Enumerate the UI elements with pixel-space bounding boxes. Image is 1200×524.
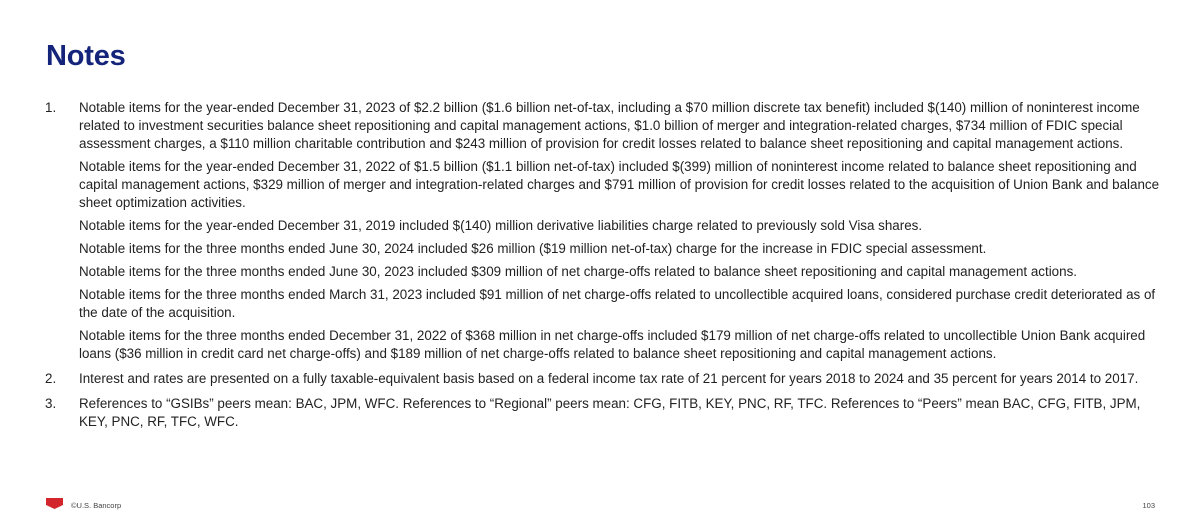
note-paragraph: Notable items for the year-ended December 31, 2023 of $2.2 billion ($1.6 billion net-of-tax, including a $70 million discrete tax benefit) included $(140) million of noninterest income related to investment securities balance sheet repositioning and capital management actions, $1.0 billion of merger and integration-related charges, $734 million of FDIC special assessment charges, a $110 million charitable contribution and $243 million of provision for credit losses related to balance sheet repositioning and capital management actions. (79, 100, 1140, 151)
note-body (79, 395, 1160, 431)
note-paragraph: References to “GSIBs” peers mean: BAC, JPM, WFC. References to “Regional” peers mean: CFG, FITB, KEY, PNC, RF, TFC. References to “Peers” mean BAC, CFG, FITB, JPM, KEY, PNC, RF, TFC, WFC. (79, 396, 1141, 429)
note-number: 2. (45, 371, 57, 386)
notes-list (45, 99, 1160, 431)
note-paragraph: Notable items for the three months ended March 31, 2023 included $91 million of net charge-offs related to uncollectible acquired loans, considered purchase credit deteriorated as of the date of the acquisition. (79, 287, 1156, 320)
note-paragraph: Notable items for the three months ended June 30, 2024 included $26 million ($19 million net-of-tax) charge for the increase in FDIC special assessment. (79, 241, 987, 256)
note-number: 3. (45, 396, 57, 411)
note-2 (45, 370, 1160, 388)
us-bancorp-shield-icon (46, 498, 63, 509)
note-1 (45, 99, 1160, 363)
note-body (79, 99, 1160, 363)
footer-copyright: ©U.S. Bancorp (71, 501, 122, 510)
note-3 (45, 395, 1160, 431)
note-paragraph: Notable items for the three months ended December 31, 2022 of $368 million in net charge-offs included $179 million of net charge-offs related to uncollectible Union Bank acquired loans ($36 million in credit card net charge-offs) and $189 million of net charge-offs related to balance sheet repositioning and capital management actions. (79, 328, 1146, 361)
note-paragraph: Notable items for the year-ended December 31, 2019 included $(140) million derivative liabilities charge related to previously sold Visa shares. (79, 218, 923, 233)
note-paragraph: Notable items for the three months ended June 30, 2023 included $309 million of net charge-offs related to balance sheet repositioning and capital management actions. (79, 264, 1077, 279)
note-number: 1. (45, 100, 57, 115)
note-paragraph: Interest and rates are presented on a fully taxable-equivalent basis based on a federal income tax rate of 21 percent for years 2018 to 2024 and 35 percent for years 2014 to 2017. (79, 371, 1139, 386)
page-title: Notes (46, 40, 126, 72)
page-number: 103 (1142, 501, 1155, 510)
note-body (79, 370, 1160, 388)
note-paragraph: Notable items for the year-ended December 31, 2022 of $1.5 billion ($1.1 billion net-of-tax) included $(399) million of noninterest income related to balance sheet repositioning and capital management actions, $329 million of merger and integration-related charges and $791 million of provision for credit losses related to the acquisition of Union Bank and balance sheet optimization activities. (79, 159, 1160, 210)
